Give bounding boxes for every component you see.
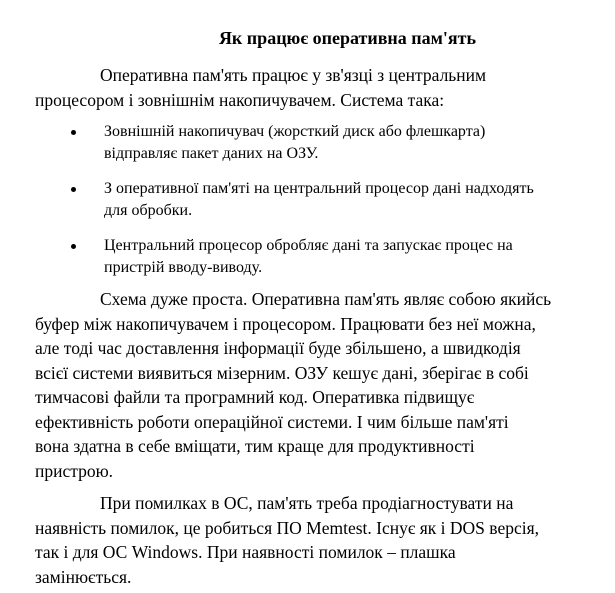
bullet-icon [71, 244, 76, 249]
text-line: всієї системи виявиться мізерним. ОЗУ кешує дані, зберігає в собі [35, 362, 529, 383]
text-line: відправляє пакет даних на ОЗУ. [104, 145, 319, 162]
text-line: З оперативної пам'яті на центральний процесор дані надходять [104, 180, 534, 197]
list-item-text [104, 235, 604, 279]
text-line: пристрою. [35, 460, 114, 481]
text-line: ефективність роботи операційної системи. І чим більше пам'яті [35, 411, 509, 432]
text-line: так і для ОС Windows. При наявності помилок – плашка [35, 542, 456, 562]
intro-paragraph [35, 63, 603, 112]
list-item-text [104, 121, 604, 165]
text-line: для обробки. [104, 202, 193, 219]
text-line: Центральний процесор обробляє дані та запускає процес на [104, 237, 513, 254]
text-line: але тоді час доставлення інформації буде збільшено, а швидкодія [35, 338, 521, 358]
body-paragraph [35, 491, 603, 589]
document-title: Як працює оперативна пам'ять [218, 28, 477, 48]
text-line: процесором і зовнішнім накопичувачем. Система така: [35, 89, 445, 110]
text-line: тимчасові файли та програмний код. Оперативка підвищує [35, 387, 475, 407]
text-line: буфер між накопичувачем і процесором. Працювати без неї можна, [35, 313, 536, 334]
body-paragraph [35, 287, 603, 483]
list-item-text [104, 178, 604, 222]
bullet-icon [71, 130, 76, 135]
text-line: наявність помилок, це робиться ПО Memtest. Існує як і DOS версія, [35, 517, 540, 538]
text-line: вона здатна в себе вміщати, тим краще для продуктивності [35, 436, 475, 456]
text-line: Схема дуже проста. Оперативна пам'ять являє собою якийсь [100, 289, 552, 309]
bullet-icon [71, 187, 76, 192]
text-line: При помилках в ОС, пам'ять треба продіагностувати на [100, 493, 514, 513]
text-line: пристрій вводу-виводу. [104, 259, 263, 276]
text-line: Оперативна пам'ять працює у зв'язці з центральним [100, 65, 487, 85]
text-line: замінюється. [35, 566, 132, 587]
text-line: Зовнішній накопичувач (жорсткий диск або флешкарта) [104, 123, 486, 140]
